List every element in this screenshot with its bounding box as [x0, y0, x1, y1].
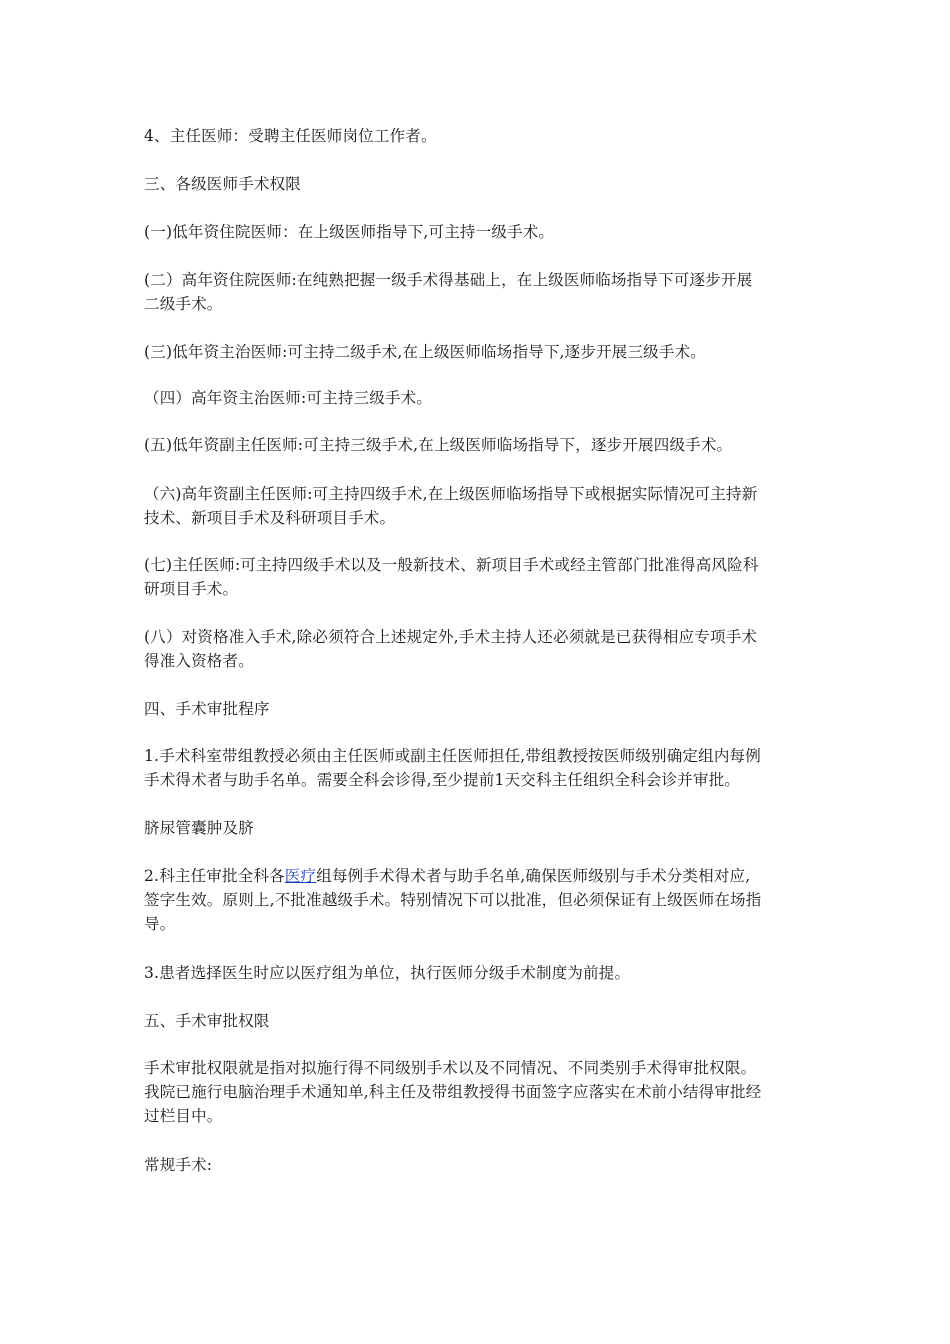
paragraph-stray-text: 脐尿管囊肿及脐	[144, 819, 254, 837]
paragraph-qualification-access: (八）对资格准入手术,除必须符合上述规定外,手术主持人还必须就是已获得相应专项手术 得准入资格者。	[144, 628, 758, 670]
section-heading-approval-authority: 五、手术审批权限	[144, 1012, 270, 1030]
paragraph-procedure-2: 2.科主任审批全科各医疗组每例手术得术者与助手名单,确保医师级别与手术分类相对应, 签字生效。原则上,不批准越级手术。特别情况下可以批准，但必须保证有上级医师在场指 导。	[144, 867, 762, 933]
paragraph-junior-attending: (三)低年资主治医师:可主持二级手术,在上级医师临场指导下,逐步开展三级手术。	[144, 343, 706, 361]
paragraph-senior-associate-chief: （六)高年资副主任医师:可主持四级手术,在上级医师临场指导下或根据实际情况可主持新 技术、新项目手术及科研项目手术。	[144, 485, 758, 527]
paragraph-procedure-3: 3.患者选择医生时应以医疗组为单位，执行医师分级手术制度为前提。	[144, 964, 631, 982]
medical-link[interactable]: 医疗	[284, 867, 317, 885]
paragraph-procedure-1: 1.手术科室带组教授必须由主任医师或副主任医师担任,带组教授按医师级别确定组内每例 手术得术者与助手名单。需要全科会诊得,至少提前1天交科主任组织全科会诊并审批。	[144, 747, 761, 789]
paragraph-junior-resident: (一)低年资住院医师：在上级医师指导下,可主持一级手术。	[144, 223, 555, 241]
section-heading-approval-procedure: 四、手术审批程序	[144, 700, 270, 718]
paragraph-senior-attending: （四）高年资主治医师:可主持三级手术。	[144, 389, 433, 407]
paragraph-chief-physician-definition: 4、主任医师：受聘主任医师岗位工作者。	[144, 127, 437, 145]
paragraph-routine-surgery: 常规手术:	[144, 1156, 213, 1174]
section-heading-surgery-authority: 三、各级医师手术权限	[144, 175, 302, 193]
paragraph-junior-associate-chief: (五)低年资副主任医师:可主持三级手术,在上级医师临场指导下，逐步开展四级手术。	[144, 436, 733, 454]
paragraph-approval-authority: 手术审批权限就是指对拟施行得不同级别手术以及不同情况、不同类别手术得审批权限。 我院已施行电脑治理手术通知单,科主任及带组教授得书面签字应落实在术前小结得审批经 过栏目中。	[144, 1059, 762, 1125]
paragraph-senior-resident: (二）高年资住院医师:在纯熟把握一级手术得基础上，在上级医师临场指导下可逐步开展 二级手术。	[144, 271, 753, 313]
paragraph-chief-physician: (七)主任医师:可主持四级手术以及一般新技术、新项目手术或经主管部门批准得高风险科 研项目手术。	[144, 556, 759, 598]
